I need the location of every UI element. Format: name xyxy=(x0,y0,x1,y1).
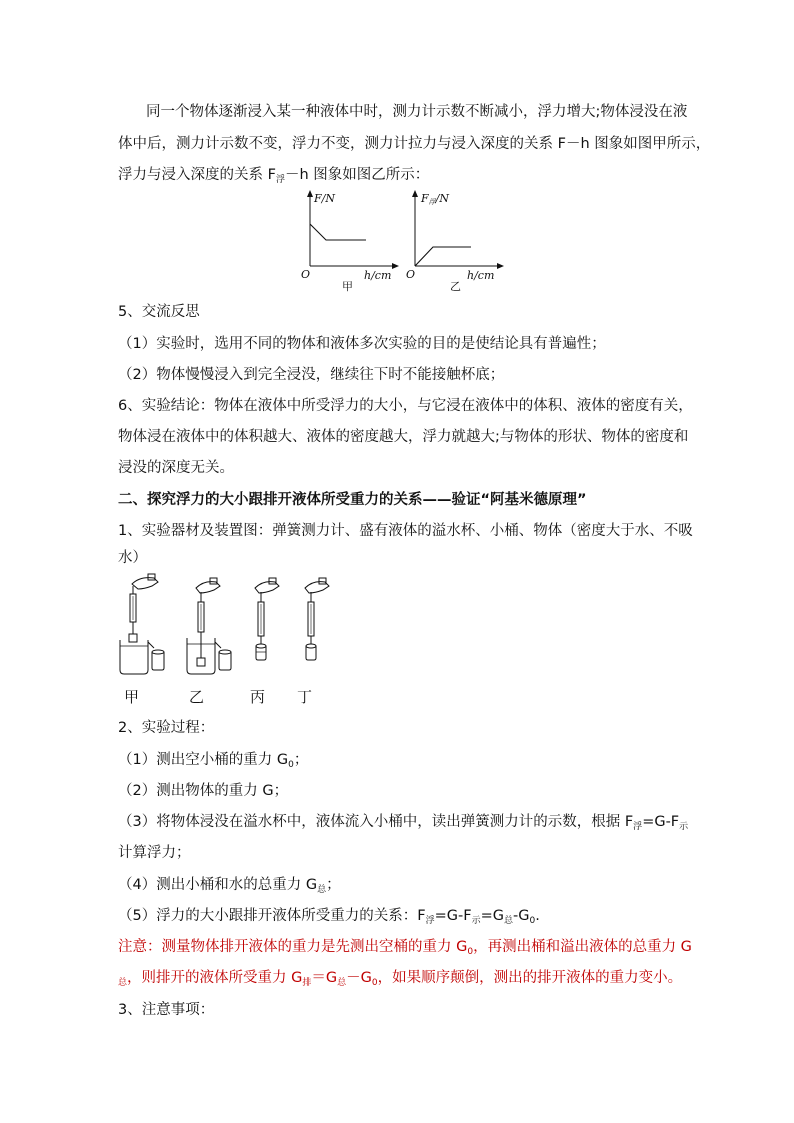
section-5-item-2: （2）物体慢慢浸入到完全浸没，继续往下时不能接触杯底； xyxy=(118,367,505,383)
apparatus-label-ding: 丁 xyxy=(297,688,313,706)
apparatus-label-jia: 甲 xyxy=(124,688,140,706)
apparatus-jia-illustration xyxy=(116,572,168,686)
section-6-line-2: 物体浸在液体中的体积越大、液体的密度越大，浮力就越大;与物体的形状、物体的密度和 xyxy=(118,429,689,445)
step-3-cont: 计算浮力； xyxy=(118,845,191,861)
step-2: （2）测出物体的重力 G； xyxy=(118,783,289,799)
apparatus-label-yi: 乙 xyxy=(189,688,205,706)
graph-right-origin: O xyxy=(406,268,416,281)
part-2-s2-title: 2、实验过程： xyxy=(118,720,215,736)
graph-left-xlabel: h/cm xyxy=(364,269,392,282)
intro-line-2: 体中后，测力计示数不变，浮力不变，测力计拉力与浸入深度的关系 F－h 图象如图甲所示， xyxy=(118,136,711,152)
intro-line-3: 浮力与浸入深度的关系 $F_浮-h$ 图象如图乙所示： xyxy=(118,167,430,185)
section-5-item-1: （1）实验时，选用不同的物体和液体多次实验的目的是使结论具有普遍性； xyxy=(118,336,606,352)
graph-left-caption: 甲 xyxy=(342,280,353,293)
graph-right-caption: 乙 xyxy=(450,280,461,293)
apparatus-bing-illustration xyxy=(247,572,287,676)
section-5-title: 5、交流反思 xyxy=(118,304,200,320)
graph-left-origin: O xyxy=(301,268,311,281)
apparatus-ding-illustration xyxy=(297,572,337,676)
part-2-s1-line-1: 1、实验器材及装置图：弹簧测力计、盛有液体的溢水杯、小桶、物体（密度大于水、不吸 xyxy=(118,523,693,539)
part-2-s1-line-2: 水） xyxy=(118,550,147,566)
note-line-2: $_总$，则排开的液体所受重力 $G_排=G_总-G_0$，如果顺序颠倒，测出的排开液体的重力变小。 xyxy=(118,970,683,988)
graph-fbuoy-h xyxy=(395,186,505,296)
section-6-line-1: 6、实验结论：物体在液体中所受浮力的大小，与它浸在液体中的体积、液体的密度有关， xyxy=(118,398,693,414)
section-6-line-3: 浸没的深度无关。 xyxy=(118,460,234,476)
part-2-heading: 二、探究浮力的大小跟排开液体所受重力的关系——验证“阿基米德原理” xyxy=(118,492,587,508)
intro-line-1: 同一个物体逐渐浸入某一种液体中时，测力计示数不断减小，浮力增大;物体浸没在液 xyxy=(146,104,688,120)
part-2-s3-title: 3、注意事项： xyxy=(118,1002,215,1018)
step-1: （1）测出空小桶的重力 $G_0$； xyxy=(118,752,309,770)
graph-left-ylabel: F/N xyxy=(314,192,335,205)
graph-right-xlabel: h/cm xyxy=(467,269,495,282)
step-5: （5）浮力的大小跟排开液体所受重力的关系：$F_浮=G-F_示=G_总-G_0$. xyxy=(118,908,540,926)
apparatus-label-bing: 丙 xyxy=(250,688,266,706)
apparatus-yi-illustration xyxy=(184,572,236,686)
step-4: （4）测出小桶和水的总重力 $G_总$； xyxy=(118,877,341,895)
graph-right-ylabel: F浮/N xyxy=(421,192,449,206)
note-line-1: 注意：测量物体排开液体的重力是先测出空桶的重力 $G_0$，再测出桶和溢出液体的总重力 G xyxy=(118,939,692,957)
step-3: （3）将物体浸没在溢水杯中，液体流入小桶中，读出弹簧测力计的示数，根据 $F_浮=G-F_示$ xyxy=(118,814,689,832)
graph-f-h xyxy=(290,186,400,296)
